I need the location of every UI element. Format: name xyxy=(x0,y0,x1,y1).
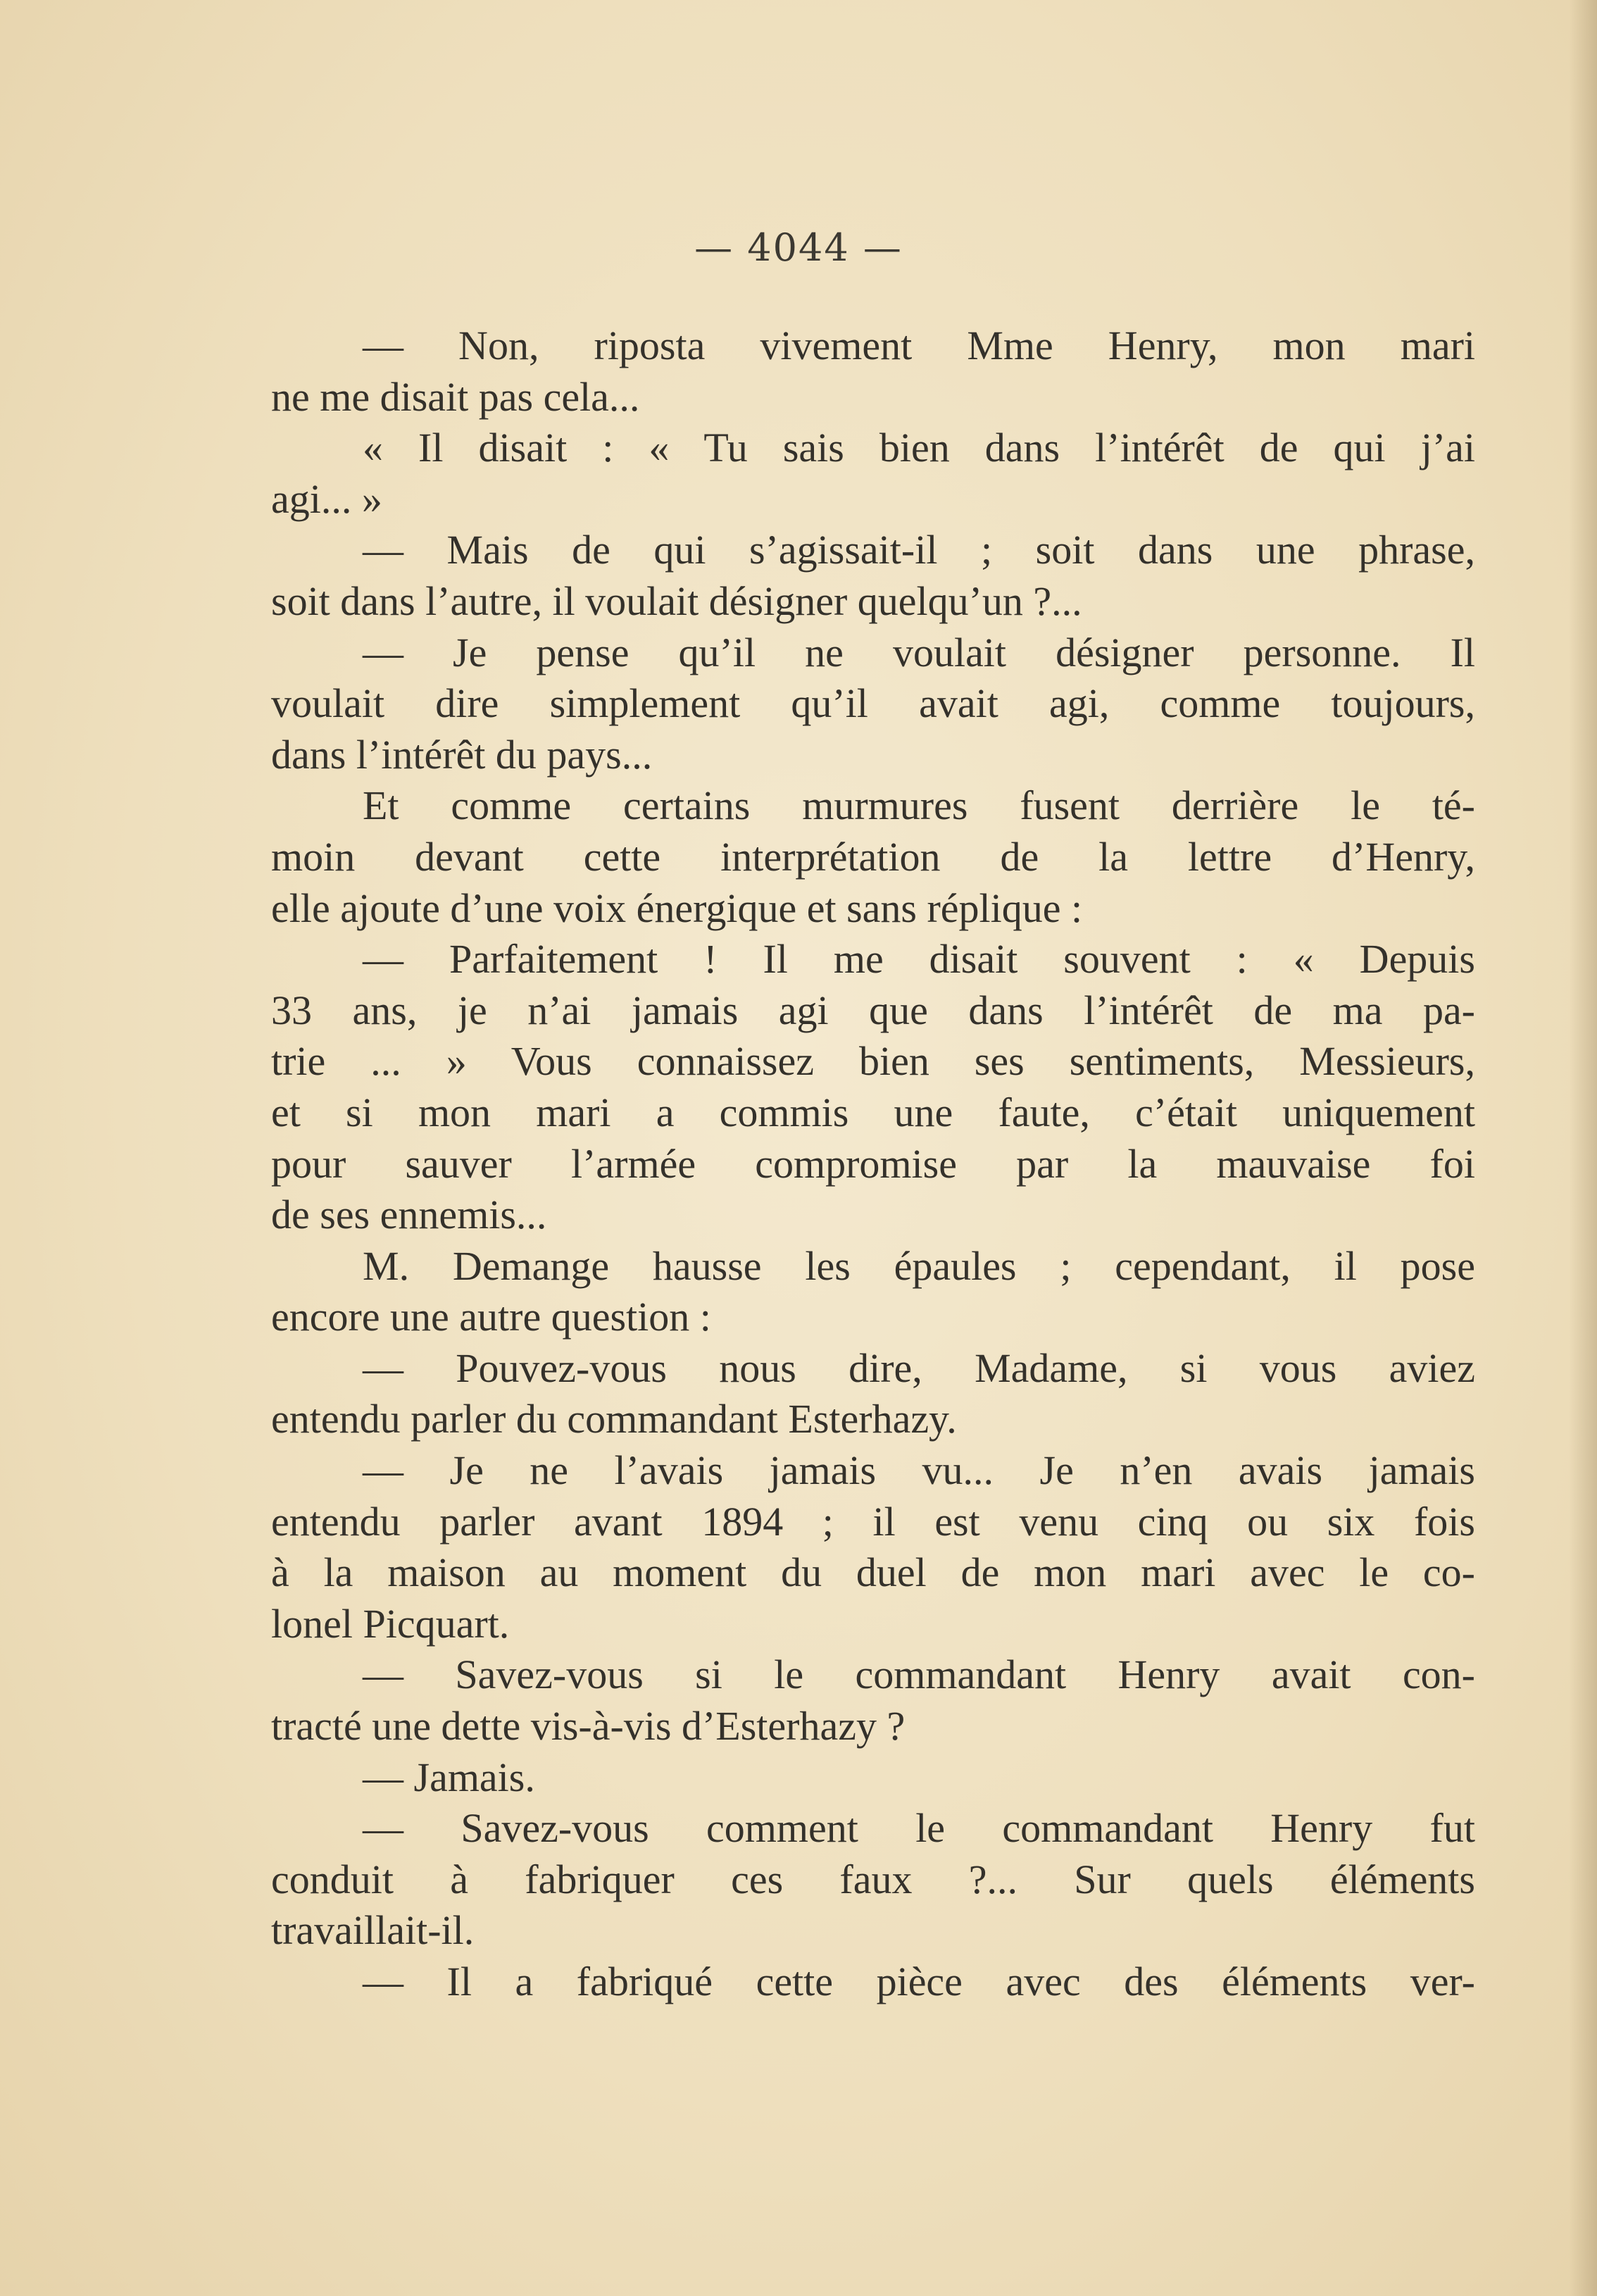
text-line: agi... » xyxy=(271,475,382,522)
text-line: — Pouvez-vous nous dire, Madame, si vous aviez xyxy=(363,1344,1475,1391)
text-line: — Non, riposta vivement Mme Henry, mon mari xyxy=(363,323,1475,368)
text-line: entendu parler du commandant Esterhazy. xyxy=(271,1396,957,1442)
text-line: — Jamais. xyxy=(363,1754,535,1800)
text-line: conduit à fabriquer ces faux ?... Sur quels éléments xyxy=(271,1856,1475,1902)
text-line: — Il a fabriqué cette pièce avec des éléments ver- xyxy=(363,1959,1475,2004)
text-line: dans l’intérêt du pays... xyxy=(271,731,653,778)
text-line: tracté une dette vis-à-vis d’Esterhazy ? xyxy=(271,1703,906,1749)
text-line: trie ... » Vous connaissez bien ses sentiments, Messieurs, xyxy=(271,1038,1475,1085)
page-number: — 4044 — xyxy=(694,225,903,270)
text-line: — Je ne l’avais jamais vu... Je n’en avais jamais xyxy=(363,1447,1475,1494)
text-line: — Savez-vous comment le commandant Henry fut xyxy=(363,1805,1475,1852)
text-line: encore une autre question : xyxy=(271,1294,711,1340)
text-line: travaillait-il. xyxy=(271,1907,475,1954)
text-line: Et comme certains murmures fusent derrière le té- xyxy=(363,782,1475,829)
text-line: soit dans l’autre, il voulait désigner quelqu’un ?... xyxy=(271,578,1082,624)
text-line: lonel Picquart. xyxy=(271,1600,510,1647)
text-line: pour sauver l’armée compromise par la mauvaise foi xyxy=(271,1140,1475,1187)
text-line: — Savez-vous si le commandant Henry avait con- xyxy=(363,1652,1475,1698)
text-line: à la maison au moment du duel de mon mari avec le co- xyxy=(271,1549,1475,1596)
text-line: et si mon mari a commis une faute, c’était uniquement xyxy=(271,1089,1475,1135)
text-line: « Il disait : « Tu sais bien dans l’intérêt de qui j’ai xyxy=(363,425,1475,471)
text-line: de ses ennemis... xyxy=(271,1192,547,1238)
text-line: — Je pense qu’il ne voulait désigner personne. Il xyxy=(363,629,1475,675)
text-line: 33 ans, je n’ai jamais agi que dans l’intérêt de ma pa- xyxy=(271,987,1475,1033)
text-line: — Parfaitement ! Il me disait souvent : « Depuis xyxy=(363,936,1475,982)
text-line: elle ajoute d’une voix énergique et sans réplique : xyxy=(271,885,1083,931)
text-line: ne me disait pas cela... xyxy=(271,373,640,420)
text-line: M. Demange hausse les épaules ; cependant, il pose xyxy=(363,1242,1475,1289)
text-line: — Mais de qui s’agissait-il ; soit dans une phrase, xyxy=(363,527,1475,573)
text-line: moin devant cette interprétation de la lettre d’Henry, xyxy=(271,833,1475,880)
text-line: entendu parler avant 1894 ; il est venu cinq ou six fois xyxy=(271,1498,1475,1545)
body-text xyxy=(271,320,1475,2008)
text-line: voulait dire simplement qu’il avait agi, comme toujours, xyxy=(271,680,1475,727)
page-edge-shadow xyxy=(1569,0,1597,2296)
